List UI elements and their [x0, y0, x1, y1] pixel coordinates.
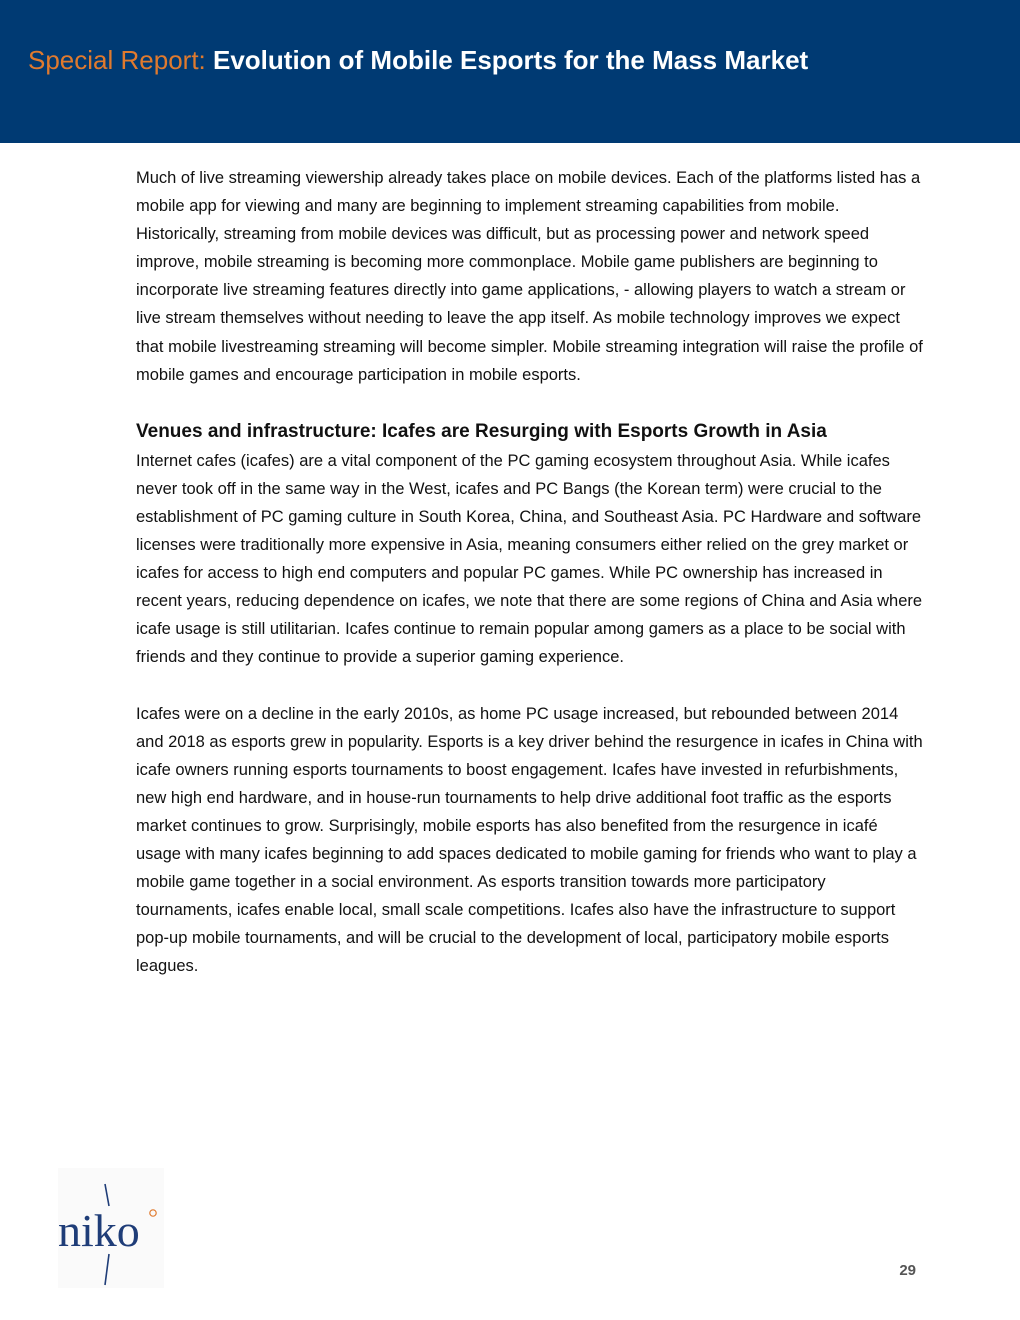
main-content — [136, 164, 926, 980]
page-number: 29 — [899, 1262, 916, 1279]
report-title-prefix: Special Report: — [28, 45, 206, 75]
logo-upper-stroke — [105, 1184, 109, 1206]
header-band — [0, 0, 1020, 143]
logo-wordmark: niko — [58, 1205, 140, 1256]
report-title — [28, 42, 808, 78]
section-heading: Venues and infrastructure: Icafes are Resurging with Esports Growth in Asia — [136, 420, 827, 442]
section-paragraph-2: Icafes were on a decline in the early 2010s, as home PC usage increased, but rebounded between 2014 and 2018 as esports grew in popularity. Esports is a key driver behind the resurgence in icafes in China with icafe owners running esports tournaments to boost engagement. Icafes have invested in refurbishments, new high end hardware, and in house-run tournaments to help drive additional foot traffic as the esports market continues to grow. Surprisingly, mobile esports has also benefited from the resurgence in icafé usage with many icafes beginning to add spaces dedicated to mobile gaming for friends who want to play a mobile game together in a social environment. As esports transition towards more participatory tournaments, icafes enable local, small scale competitions. Icafes also have the infrastructure to support pop-up mobile tournaments, and will be crucial to the development of local, participatory mobile esports leagues. — [136, 704, 923, 976]
niko-logo — [58, 1168, 164, 1288]
intro-paragraph: Much of live streaming viewership already takes place on mobile devices. Each of the platforms listed has a mobile app for viewing and many are beginning to implement streaming capabilities from mobile. Historically, streaming from mobile devices was difficult, but as processing power and network speed improve, mobile streaming is becoming more commonplace. Mobile game publishers are beginning to incorporate live streaming features directly into game applications, - allowing players to watch a stream or live stream themselves without needing to leave the app itself. As mobile technology improves we expect that mobile livestreaming streaming will become simpler. Mobile streaming integration will raise the profile of mobile games and encourage participation in mobile esports. — [136, 169, 923, 384]
logo-accent-circle — [150, 1210, 156, 1216]
report-title-main: Evolution of Mobile Esports for the Mass Market — [213, 45, 809, 75]
logo-lower-stroke — [105, 1254, 109, 1285]
section-paragraph-1: Internet cafes (icafes) are a vital component of the PC gaming ecosystem throughout Asia. While icafes never took off in the same way in the West, icafes and PC Bangs (the Korean term) were crucial to the establishment of PC gaming culture in South Korea, China, and Southeast Asia. PC Hardware and software licenses were traditionally more expensive in Asia, meaning consumers either relied on the grey market or icafes for access to high end computers and popular PC games. While PC ownership has increased in recent years, reducing dependence on icafes, we note that there are some regions of China and Asia where icafe usage is still utilitarian. Icafes continue to remain popular among gamers as a place to be social with friends and they continue to provide a superior gaming experience. — [136, 451, 923, 667]
niko-logo-graphic — [58, 1168, 164, 1288]
